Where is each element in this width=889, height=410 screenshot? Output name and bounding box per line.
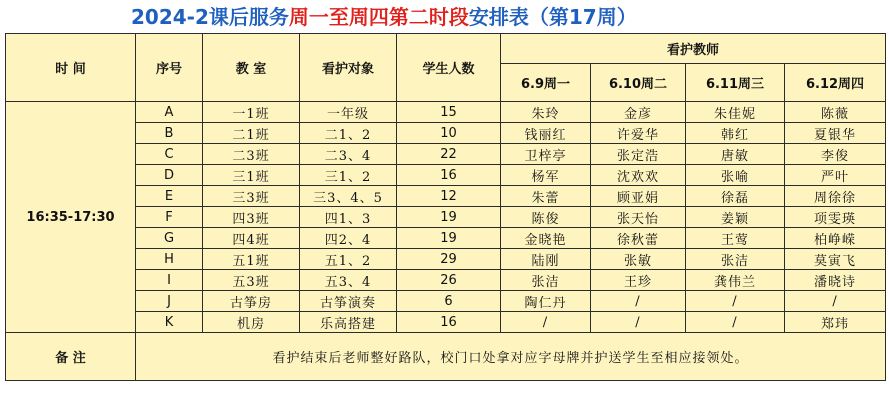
teacher-wed-cell: 唐敏 (686, 144, 785, 165)
teacher-thu-cell: / (785, 291, 886, 312)
teacher-mon-cell: 朱玲 (501, 102, 591, 123)
table-row (6, 165, 886, 186)
teacher-thu-cell: 柏峥嵘 (785, 228, 886, 249)
teacher-mon-cell: 卫梓亭 (501, 144, 591, 165)
teacher-wed-cell: 王莺 (686, 228, 785, 249)
teacher-tue-cell: / (591, 312, 686, 333)
seq-cell: G (136, 228, 203, 249)
title-part-3: 安排表（第17周） (468, 5, 637, 29)
time-slot-cell: 16:35-17:30 (6, 102, 136, 333)
table-row (6, 249, 886, 270)
teacher-mon-cell: / (501, 312, 591, 333)
schedule-table (5, 33, 886, 381)
target-cell: 四1、3 (300, 207, 397, 228)
header-target: 看护对象 (300, 34, 397, 102)
title-part-2: 周一至周四第二时段 (288, 5, 469, 29)
title-part-1: 2024-2课后服务 (131, 5, 289, 29)
target-cell: 五1、2 (300, 249, 397, 270)
teacher-thu-cell: 郑玮 (785, 312, 886, 333)
header-day-tue: 6.10周二 (591, 64, 686, 102)
table-row (6, 102, 886, 123)
teacher-mon-cell: 陶仁丹 (501, 291, 591, 312)
seq-cell: F (136, 207, 203, 228)
header-time: 时 间 (6, 34, 136, 102)
teacher-thu-cell: 潘晓诗 (785, 270, 886, 291)
target-cell: 四2、4 (300, 228, 397, 249)
target-cell: 三1、2 (300, 165, 397, 186)
teacher-thu-cell: 夏银华 (785, 123, 886, 144)
seq-cell: C (136, 144, 203, 165)
teacher-thu-cell: 莫寅飞 (785, 249, 886, 270)
target-cell: 三3、4、5 (300, 186, 397, 207)
teacher-wed-cell: 韩红 (686, 123, 785, 144)
seq-cell: E (136, 186, 203, 207)
teacher-wed-cell: 龚伟兰 (686, 270, 785, 291)
count-cell: 19 (397, 207, 501, 228)
header-count: 学生人数 (397, 34, 501, 102)
table-row (6, 312, 886, 333)
count-cell: 16 (397, 312, 501, 333)
header-day-mon: 6.9周一 (501, 64, 591, 102)
room-cell: 三3班 (203, 186, 300, 207)
count-cell: 12 (397, 186, 501, 207)
room-cell: 古筝房 (203, 291, 300, 312)
count-cell: 16 (397, 165, 501, 186)
remark-label: 备 注 (6, 333, 136, 381)
seq-cell: K (136, 312, 203, 333)
room-cell: 机房 (203, 312, 300, 333)
remark-row (6, 333, 886, 381)
teacher-tue-cell: 王珍 (591, 270, 686, 291)
teacher-tue-cell: 顾亚娟 (591, 186, 686, 207)
room-cell: 二1班 (203, 123, 300, 144)
teacher-wed-cell: 张洁 (686, 249, 785, 270)
teacher-mon-cell: 张洁 (501, 270, 591, 291)
target-cell: 二1、2 (300, 123, 397, 144)
teacher-thu-cell: 严叶 (785, 165, 886, 186)
room-cell: 四3班 (203, 207, 300, 228)
header-row-1 (6, 34, 886, 64)
teacher-wed-cell: 张喻 (686, 165, 785, 186)
teacher-thu-cell: 项雯瑛 (785, 207, 886, 228)
target-cell: 一年级 (300, 102, 397, 123)
room-cell: 五3班 (203, 270, 300, 291)
count-cell: 29 (397, 249, 501, 270)
room-cell: 五1班 (203, 249, 300, 270)
page-title (0, 2, 889, 32)
teacher-mon-cell: 杨军 (501, 165, 591, 186)
teacher-tue-cell: 许爱华 (591, 123, 686, 144)
table-row (6, 207, 886, 228)
teacher-tue-cell: 徐秋蕾 (591, 228, 686, 249)
header-day-thu: 6.12周四 (785, 64, 886, 102)
target-cell: 乐高搭建 (300, 312, 397, 333)
seq-cell: J (136, 291, 203, 312)
count-cell: 26 (397, 270, 501, 291)
seq-cell: A (136, 102, 203, 123)
teacher-tue-cell: 张定浩 (591, 144, 686, 165)
room-cell: 二3班 (203, 144, 300, 165)
count-cell: 6 (397, 291, 501, 312)
teacher-wed-cell: 徐磊 (686, 186, 785, 207)
count-cell: 19 (397, 228, 501, 249)
teacher-wed-cell: 朱佳妮 (686, 102, 785, 123)
table-row (6, 123, 886, 144)
teacher-mon-cell: 钱丽红 (501, 123, 591, 144)
teacher-thu-cell: 陈薇 (785, 102, 886, 123)
teacher-tue-cell: 张天怡 (591, 207, 686, 228)
teacher-thu-cell: 李俊 (785, 144, 886, 165)
teacher-mon-cell: 陆刚 (501, 249, 591, 270)
target-cell: 五3、4 (300, 270, 397, 291)
header-teachers: 看护教师 (501, 34, 886, 64)
teacher-tue-cell: 金彦 (591, 102, 686, 123)
table-row (6, 186, 886, 207)
seq-cell: I (136, 270, 203, 291)
teacher-tue-cell: 沈欢欢 (591, 165, 686, 186)
count-cell: 10 (397, 123, 501, 144)
table-row (6, 144, 886, 165)
teacher-wed-cell: / (686, 291, 785, 312)
header-seq: 序号 (136, 34, 203, 102)
seq-cell: D (136, 165, 203, 186)
remark-text: 看护结束后老师整好路队，校门口处拿对应字母牌并护送学生至相应接领处。 (136, 333, 886, 381)
table-row (6, 291, 886, 312)
teacher-tue-cell: / (591, 291, 686, 312)
seq-cell: H (136, 249, 203, 270)
teacher-mon-cell: 陈俊 (501, 207, 591, 228)
seq-cell: B (136, 123, 203, 144)
target-cell: 二3、4 (300, 144, 397, 165)
teacher-mon-cell: 朱蕾 (501, 186, 591, 207)
header-day-wed: 6.11周三 (686, 64, 785, 102)
room-cell: 四4班 (203, 228, 300, 249)
teacher-mon-cell: 金晓艳 (501, 228, 591, 249)
teacher-wed-cell: / (686, 312, 785, 333)
count-cell: 15 (397, 102, 501, 123)
teacher-tue-cell: 张敏 (591, 249, 686, 270)
room-cell: 一1班 (203, 102, 300, 123)
count-cell: 22 (397, 144, 501, 165)
room-cell: 三1班 (203, 165, 300, 186)
teacher-thu-cell: 周徐徐 (785, 186, 886, 207)
table-row (6, 228, 886, 249)
target-cell: 古筝演奏 (300, 291, 397, 312)
teacher-wed-cell: 姜颖 (686, 207, 785, 228)
header-room: 教 室 (203, 34, 300, 102)
table-row (6, 270, 886, 291)
